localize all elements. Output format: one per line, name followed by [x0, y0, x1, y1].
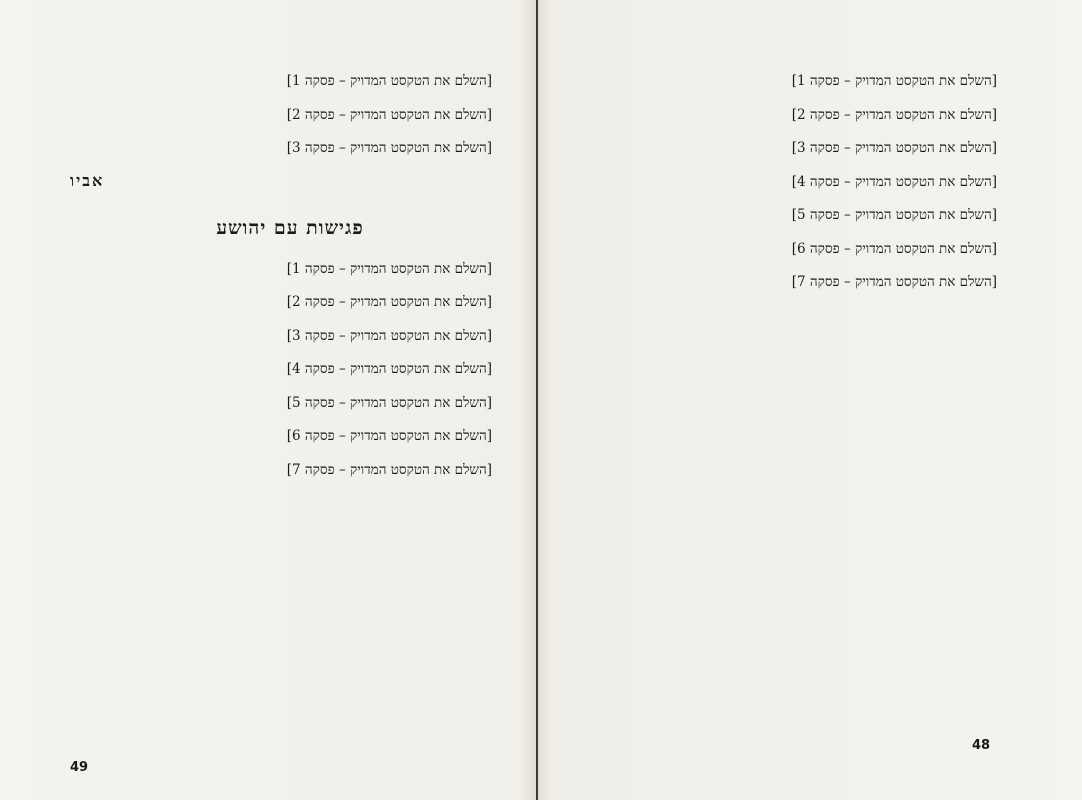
signature: אביו [70, 170, 105, 190]
chapter-paragraph: [השלם את הטקסט המדויק – פסקה 7] [286, 461, 492, 478]
left-paragraph: [השלם את הטקסט המדויק – פסקה 1] [286, 73, 492, 89]
page-number-left: 49 [70, 760, 89, 775]
chapter-paragraph: [השלם את הטקסט המדויק – פסקה 2] [286, 294, 492, 310]
chapter-body [70, 258, 510, 483]
right-paragraph: [השלם את הטקסט המדויק – פסקה 1] [791, 73, 997, 89]
right-paragraph: [השלם את הטקסט המדויק – פסקה 4] [791, 173, 997, 190]
chapter-paragraph: [השלם את הטקסט המדויק – פסקה 6] [286, 428, 492, 444]
chapter-title: פגישות עם יהושע [216, 216, 364, 239]
center-fold [536, 0, 538, 800]
left-page [70, 70, 510, 492]
right-paragraph: [השלם את הטקסט המדויק – פסקה 6] [791, 240, 997, 257]
chapter-paragraph: [השלם את הטקסט המדויק – פסקה 3] [286, 327, 492, 344]
left-paragraph: [השלם את הטקסט המדויק – פסקה 3] [286, 140, 492, 156]
left-paragraph: [השלם את הטקסט המדויק – פסקה 2] [286, 106, 492, 123]
chapter-paragraph: [השלם את הטקסט המדויק – פסקה 1] [286, 260, 492, 277]
right-paragraph: [השלם את הטקסט המדויק – פסקה 2] [791, 106, 997, 123]
right-paragraph: [השלם את הטקסט המדויק – פסקה 7] [791, 274, 997, 290]
chapter-paragraph: [השלם את הטקסט המדויק – פסקה 5] [286, 394, 492, 411]
left-intro-text [70, 70, 510, 161]
right-paragraph: [השלם את הטקסט המדויק – פסקה 5] [791, 207, 997, 223]
page-number-right: 48 [972, 738, 991, 753]
right-page [575, 70, 1015, 305]
right-paragraph: [השלם את הטקסט המדויק – פסקה 3] [791, 140, 997, 156]
chapter-paragraph: [השלם את הטקסט המדויק – פסקה 4] [286, 361, 492, 377]
